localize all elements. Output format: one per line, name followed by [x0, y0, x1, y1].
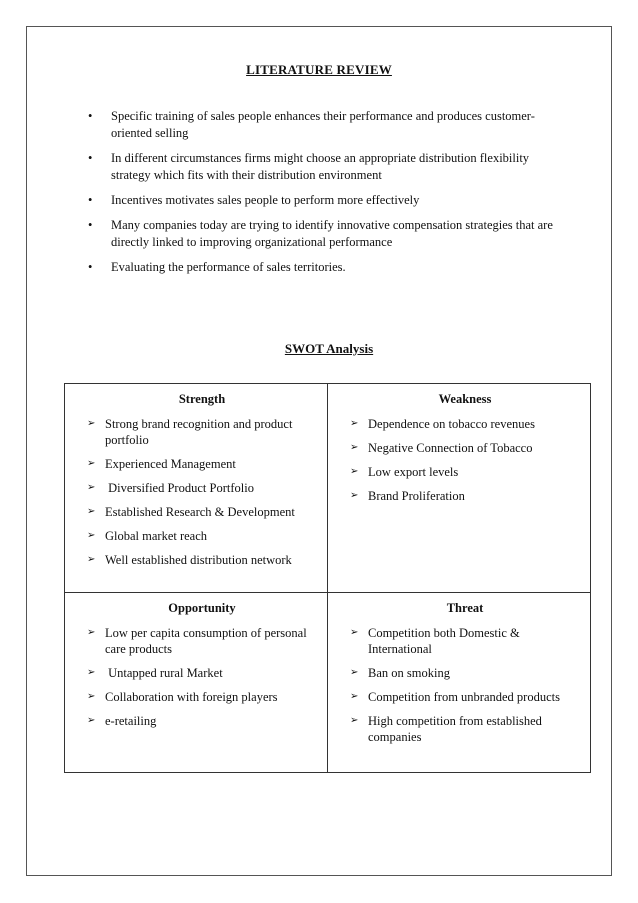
arrow-bullet-icon: ➢ — [87, 715, 96, 726]
opportunity-item — [87, 689, 317, 705]
weakness-list — [350, 416, 580, 504]
weakness-item-text: Brand Proliferation — [368, 489, 465, 503]
threat-item — [350, 625, 580, 657]
arrow-bullet-icon: ➢ — [350, 418, 359, 429]
swot-table — [64, 383, 591, 773]
literature-item — [86, 217, 566, 251]
strength-item — [87, 480, 317, 496]
arrow-bullet-icon: ➢ — [87, 691, 96, 702]
arrow-bullet-icon: ➢ — [87, 530, 96, 541]
opportunity-item — [87, 713, 317, 729]
threat-heading: Threat — [446, 601, 484, 615]
arrow-bullet-icon: ➢ — [87, 482, 96, 493]
opportunity-item — [87, 625, 317, 657]
literature-item — [86, 259, 566, 276]
strength-item — [87, 456, 317, 472]
arrow-bullet-icon: ➢ — [350, 715, 359, 726]
opportunity-item-text: e-retailing — [105, 714, 157, 728]
arrow-bullet-icon: ➢ — [87, 506, 96, 517]
arrow-bullet-icon: ➢ — [87, 418, 96, 429]
strength-item-text: Established Research & Development — [105, 505, 295, 519]
arrow-bullet-icon: ➢ — [87, 554, 96, 565]
arrow-bullet-icon: ➢ — [350, 691, 359, 702]
threat-item-text: Competition both Domestic & International — [368, 626, 520, 656]
strength-item — [87, 416, 317, 448]
literature-item — [86, 192, 566, 209]
strength-item-text: Global market reach — [105, 529, 208, 543]
strength-item-text: Well established distribution network — [105, 553, 292, 567]
arrow-bullet-icon: ➢ — [350, 442, 359, 453]
threat-item-text: Competition from unbranded products — [368, 690, 560, 704]
bullet-icon: • — [88, 260, 93, 274]
bullet-icon: • — [88, 151, 93, 165]
arrow-bullet-icon: ➢ — [87, 627, 96, 638]
swot-title: SWOT Analysis — [284, 341, 374, 356]
strength-item-text: Diversified Product Portfolio — [105, 481, 254, 495]
strength-item-text: Strong brand recognition and product portfolio — [105, 417, 293, 447]
threat-item — [350, 713, 580, 745]
arrow-bullet-icon: ➢ — [87, 667, 96, 678]
strength-heading: Strength — [178, 392, 226, 406]
opportunity-item-text: Collaboration with foreign players — [105, 690, 278, 704]
swot-cell-weakness — [328, 384, 591, 593]
arrow-bullet-icon: ➢ — [350, 667, 359, 678]
weakness-item — [350, 488, 580, 504]
threat-item-text: Ban on smoking — [368, 666, 450, 680]
threat-item — [350, 689, 580, 705]
swot-cell-opportunity — [65, 593, 328, 773]
opportunity-item-text: Low per capita consumption of personal care products — [105, 626, 307, 656]
weakness-item-text: Negative Connection of Tobacco — [368, 441, 533, 455]
arrow-bullet-icon: ➢ — [87, 458, 96, 469]
strength-item-text: Experienced Management — [105, 457, 236, 471]
swot-cell-strength — [65, 384, 328, 593]
bullet-icon: • — [88, 109, 93, 123]
strength-item — [87, 528, 317, 544]
opportunity-heading: Opportunity — [168, 601, 236, 615]
bullet-icon: • — [88, 193, 93, 207]
weakness-item — [350, 416, 580, 432]
opportunity-list — [87, 625, 317, 729]
literature-item-text: Many companies today are trying to identify innovative compensation strategies that are directly linked to improving organizational performance — [111, 218, 553, 249]
weakness-item-text: Low export levels — [368, 465, 459, 479]
weakness-item — [350, 440, 580, 456]
swot-cell-threat — [328, 593, 591, 773]
threat-item — [350, 665, 580, 681]
bullet-icon: • — [88, 218, 93, 232]
opportunity-item — [87, 665, 317, 681]
opportunity-item-text: Untapped rural Market — [105, 666, 223, 680]
weakness-heading: Weakness — [438, 392, 492, 406]
arrow-bullet-icon: ➢ — [350, 627, 359, 638]
literature-item-text: In different circumstances firms might choose an appropriate distribution flexibility strategy which fits with their distribution environment — [111, 151, 530, 182]
strength-list — [87, 416, 317, 568]
arrow-bullet-icon: ➢ — [350, 490, 359, 501]
literature-item-text: Incentives motivates sales people to perform more effectively — [111, 193, 420, 207]
literature-item-text: Specific training of sales people enhances their performance and produces customer-oriented selling — [111, 109, 535, 140]
threat-list — [350, 625, 580, 745]
literature-item — [86, 108, 566, 142]
literature-review-title: LITERATURE REVIEW — [246, 62, 392, 77]
strength-item — [87, 504, 317, 520]
literature-item — [86, 150, 566, 184]
literature-review-list — [86, 108, 566, 284]
weakness-item — [350, 464, 580, 480]
threat-item-text: High competition from established companies — [368, 714, 542, 744]
weakness-item-text: Dependence on tobacco revenues — [368, 417, 535, 431]
strength-item — [87, 552, 317, 568]
arrow-bullet-icon: ➢ — [350, 466, 359, 477]
literature-item-text: Evaluating the performance of sales territories. — [111, 260, 346, 274]
